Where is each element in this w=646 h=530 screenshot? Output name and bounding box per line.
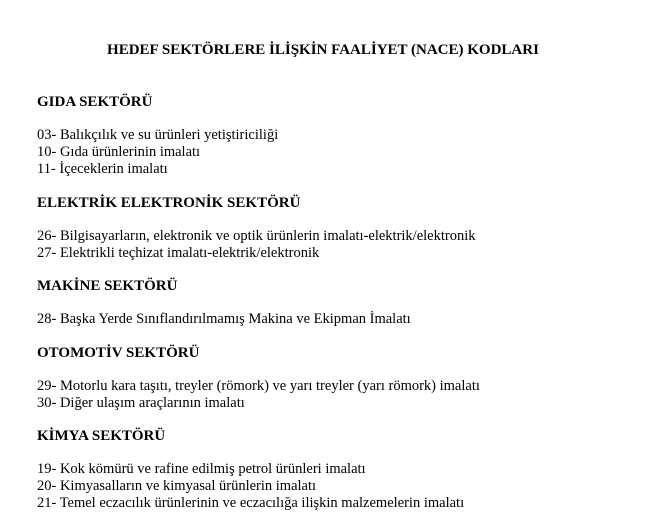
section-elektrik-elektronik xyxy=(37,193,636,261)
document-title: HEDEF SEKTÖRLERE İLİŞKİN FAALİYET (NACE) KODLARI xyxy=(107,42,539,58)
nace-code-list xyxy=(37,378,480,412)
nace-code-item: 29- Motorlu kara taşıtı, treyler (römork) ve yarı treyler (yarı römork) imalatı xyxy=(37,378,480,394)
nace-code-item: 30- Diğer ulaşım araçlarının imalatı xyxy=(37,395,245,411)
section-kimya xyxy=(37,426,636,511)
nace-code-item: 10- Gıda ürünlerinin imalatı xyxy=(37,144,201,160)
section-heading: ELEKTRİK ELEKTRONİK SEKTÖRÜ xyxy=(37,195,301,211)
nace-code-item: 21- Temel eczacılık ürünlerinin ve eczacılığa ilişkin malzemelerin imalatı xyxy=(37,495,465,511)
section-otomotiv xyxy=(37,343,636,411)
section-makine xyxy=(37,276,636,327)
nace-code-item: 27- Elektrikli teçhizat imalatı-elektrik/elektronik xyxy=(37,245,320,261)
section-gida xyxy=(37,92,636,177)
nace-code-list xyxy=(37,311,411,328)
section-heading: GIDA SEKTÖRÜ xyxy=(37,94,153,110)
section-heading: KİMYA SEKTÖRÜ xyxy=(37,428,166,444)
nace-code-list xyxy=(37,228,476,262)
nace-code-item: 11- İçeceklerin imalatı xyxy=(37,161,168,177)
nace-code-item: 20- Kimyasalların ve kimyasal ürünlerin imalatı xyxy=(37,478,317,494)
section-heading: OTOMOTİV SEKTÖRÜ xyxy=(37,345,200,361)
section-heading: MAKİNE SEKTÖRÜ xyxy=(37,278,178,294)
nace-code-item: 26- Bilgisayarların, elektronik ve optik ürünlerin imalatı-elektrik/elektronik xyxy=(37,228,476,244)
nace-code-list xyxy=(37,461,464,512)
nace-code-item: 19- Kok kömürü ve rafine edilmiş petrol ürünleri imalatı xyxy=(37,461,366,477)
nace-code-list xyxy=(37,127,278,178)
nace-code-item: 03- Balıkçılık ve su ürünleri yetiştiriciliği xyxy=(37,127,279,143)
nace-code-item: 28- Başka Yerde Sınıflandırılmamış Makina ve Ekipman İmalatı xyxy=(37,311,411,327)
